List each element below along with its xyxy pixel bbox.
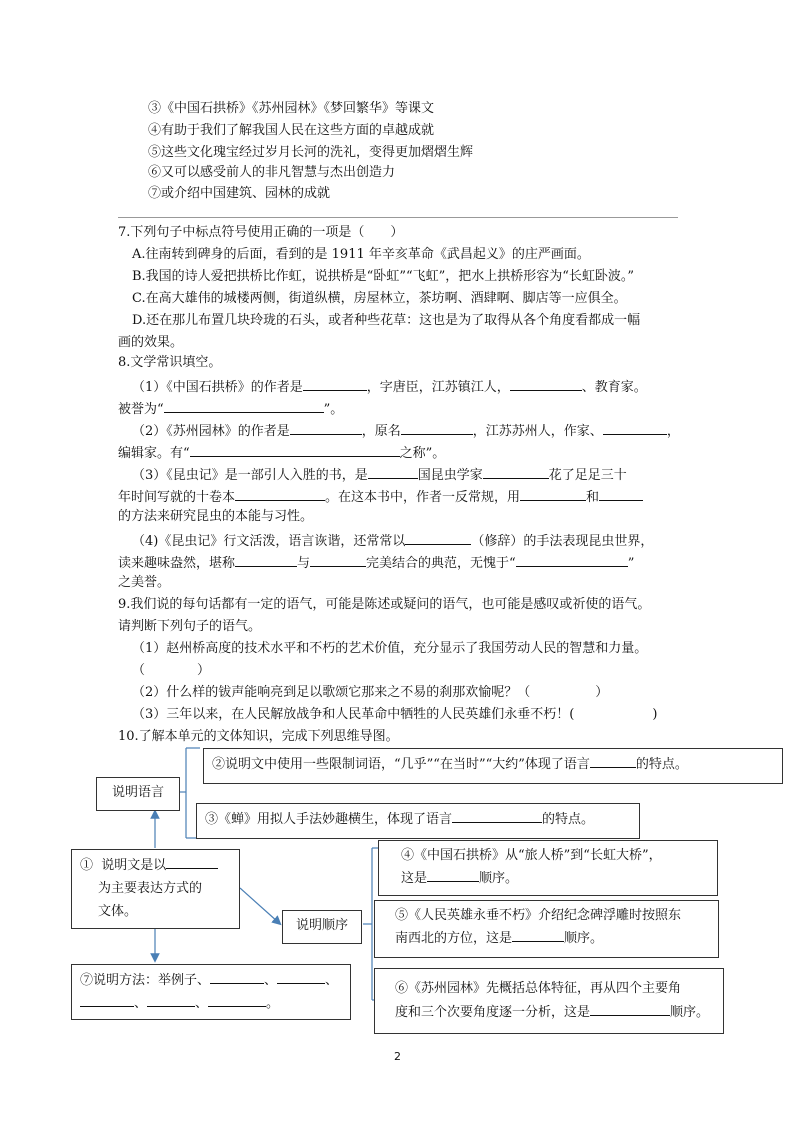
blank[interactable] <box>166 854 218 869</box>
item-7: ⑦或介绍中国建筑、园林的成就 <box>148 186 331 201</box>
order-item-4: ④《中国石拱桥》从“旅人桥”到“长虹大桥”， 这是 顺序。 <box>378 840 718 896</box>
q7-option-d: D.还在那儿布置几块玲珑的石头，或者种些花草：这也是为了取得从各个角度看都成一幅 <box>132 313 641 328</box>
blank[interactable] <box>590 753 636 768</box>
blank[interactable] <box>277 969 325 984</box>
order-box: 说明顺序 <box>282 910 362 944</box>
item-3: ③《中国石拱桥》《苏州园林》《梦回繁华》等课文 <box>148 101 435 116</box>
q7-option-a: A.往南转到碑身的后面，看到的是 1911 年辛亥革命《武昌起义》的庄严画面。 <box>132 247 590 262</box>
q9-s3: （3）三年以来，在人民解放战争和人民革命中牺牲的人民英雄们永垂不朽！( ) <box>132 707 658 722</box>
q8-line9: 读来趣味盎然，堪称 与 完美结合的典范，无愧于“ ” <box>118 552 634 573</box>
q8-line1: （1）《中国石拱桥》的作者是 ，字唐臣，江苏镇江人， 、教育家。 <box>132 376 647 397</box>
blank[interactable] <box>210 969 264 984</box>
q8-stem: 8.文学常识填空。 <box>118 355 222 370</box>
page-number: 2 <box>394 1050 401 1063</box>
q9-s1: （1）赵州桥高度的技术水平和不朽的艺术价值，充分显示了我国劳动人民的智慧和力量。 <box>132 641 648 656</box>
q7-option-d-cont: 画的效果。 <box>118 335 184 350</box>
language-item-2: ②说明文中使用一些限制词语，“几乎”“在当时”“大约”体现了语言 的特点。 <box>203 748 783 784</box>
language-box: 说明语言 <box>96 777 180 811</box>
q8-line3: （2）《苏州园林》的作者是 ，原名 ，江苏苏州人，作家、 ， <box>132 420 680 441</box>
blank[interactable] <box>208 992 266 1007</box>
language-item-3: ③《蝉》用拟人手法妙趣横生，体现了语言 的特点。 <box>196 803 640 839</box>
q9-stem: 9.我们说的每句话都有一定的语气，可能是陈述或疑问的语气，也可能是感叹或祈使的语气。 <box>118 597 651 612</box>
q8-line2: 被誉为“ ”。 <box>118 398 343 419</box>
methods-box: ⑦说明方法：举例子、 、 、 、 、 。 <box>71 964 351 1020</box>
q8-line7: 的方法来研究昆虫的本能与习性。 <box>118 509 314 524</box>
q7-option-c: C.在高大雄伟的城楼两侧，街道纵横，房屋林立，茶坊啊、酒肆啊、脚店等一应俱全。 <box>132 291 627 306</box>
item-6: ⑥又可以感受前人的非凡智慧与杰出创造力 <box>148 165 396 180</box>
q9-stem-cont: 请判断下列句子的语气。 <box>118 619 262 634</box>
blank[interactable] <box>512 927 564 942</box>
blank[interactable] <box>590 1001 670 1016</box>
q8-line8: （4)《昆虫记》行文活泼，语言诙谐，还常常以 （修辞）的手法表现昆虫世界， <box>132 530 653 551</box>
item-4: ④有助于我们了解我国人民在这些方面的卓越成就 <box>148 123 435 138</box>
q9-s2: （2）什么样的钹声能响亮到足以歌颂它那来之不易的刹那欢愉呢？（ ） <box>132 685 609 700</box>
q8-line6: 年时间写就的十卷本 。在这本书中，作者一反常规，用 和 <box>118 486 643 507</box>
blank[interactable] <box>80 992 134 1007</box>
q9-s1-answer[interactable]: （ ） <box>132 663 211 678</box>
item-5: ⑤这些文化瑰宝经过岁月长河的洗礼，变得更加熠熠生辉 <box>148 145 474 160</box>
blank[interactable] <box>147 992 195 1007</box>
q8-line5: （3）《昆虫记》是一部引人入胜的书，是 国昆虫学家 花了足足三十 <box>132 464 627 485</box>
blank[interactable] <box>452 808 542 823</box>
blank[interactable] <box>427 867 479 882</box>
q8-line10: 之美誉。 <box>118 575 171 590</box>
q10-stem: 10.了解本单元的文体知识，完成下列思维导图。 <box>118 729 399 744</box>
q8-line4: 编辑家。有“ 之称”。 <box>118 442 445 463</box>
q7-option-b: B.我国的诗人爱把拱桥比作虹，说拱桥是“卧虹”“飞虹”，把水上拱桥形容为“长虹卧波。” <box>132 269 635 284</box>
q7-stem: 7.下列句子中标点符号使用正确的一项是（ ） <box>118 225 404 240</box>
main-definition-box: ① 说明文是以 为主要表达方式的 文体。 <box>71 849 240 929</box>
order-item-5: ⑤《人民英雄永垂不朽》介绍纪念碑浮雕时按照东 南西北的方位，这是 顺序。 <box>374 900 719 958</box>
order-item-6: ⑥《苏州园林》先概括总体特征，再从四个主要角 度和三个次要角度逐一分析，这是 顺序。 <box>374 968 724 1034</box>
